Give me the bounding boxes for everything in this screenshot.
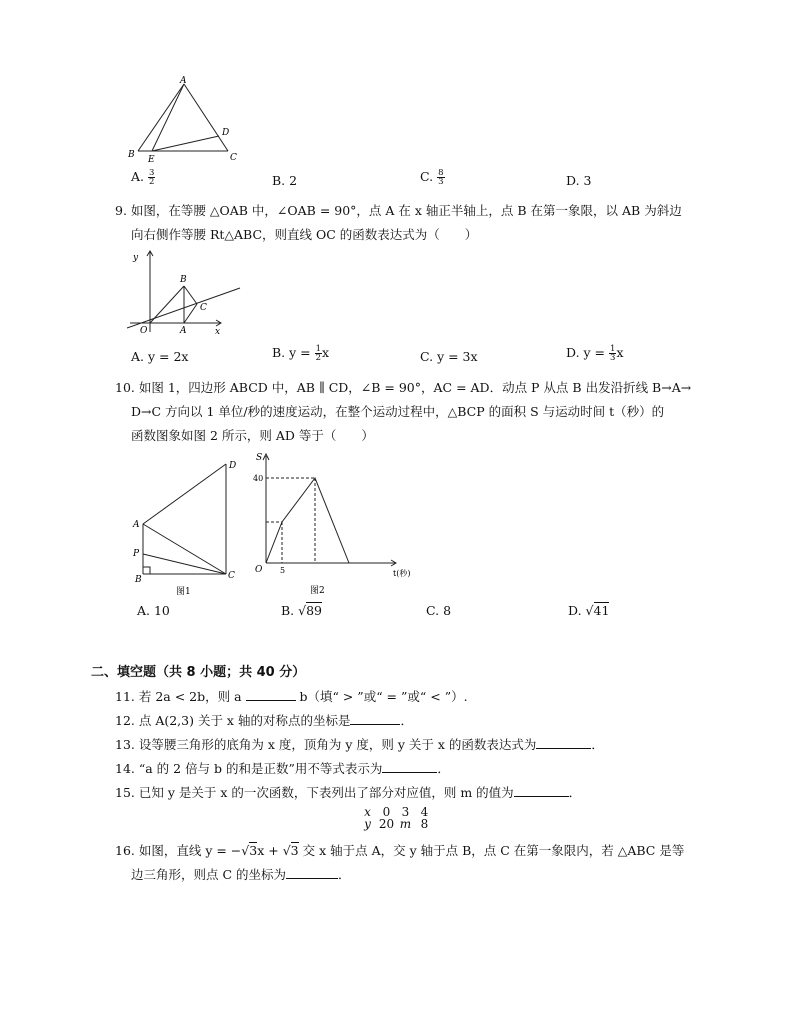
q12-answer-blank[interactable] xyxy=(350,712,400,725)
q10-fig1-label-d: D xyxy=(229,461,237,471)
q10-fig2-label-s: S xyxy=(256,453,263,463)
q10-fig2-label-o: O xyxy=(255,565,263,575)
q16-text-post: 交 x 轴于点 A，交 y 轴于点 B，点 C 在第一象限内，若 △ABC 是等 xyxy=(298,843,685,858)
q14-text-pre: 14. “a 的 2 倍与 b 的和是正数”用不等式表示为 xyxy=(115,761,383,776)
table-cell: 4 xyxy=(420,805,429,819)
q9-label-o: O xyxy=(140,326,148,336)
q16-line2 xyxy=(131,866,351,884)
table-cell: x xyxy=(364,805,371,819)
section-2-heading: 二、填空题（共 8 小题；共 40 分） xyxy=(91,665,306,680)
frac-den: 2 xyxy=(315,353,322,363)
table-cell: 3 xyxy=(401,805,410,819)
q8-option-d[interactable]: D. 3 xyxy=(566,173,592,188)
q8-label-d: D xyxy=(222,128,230,138)
q10-text-line2: D→C 方向以 1 单位/秒的速度运动，在整个运动过程中，△BCP 的面积 S 与运动时间 t（秒）的 xyxy=(131,404,665,419)
q10-fig1-label-a: A xyxy=(133,520,140,530)
q8-option-b[interactable]: B. 2 xyxy=(272,173,298,188)
q8-label-e: E xyxy=(148,155,155,165)
q15-text-pre: 15. 已知 y 是关于 x 的一次函数，下表列出了部分对应值，则 m 的值为 xyxy=(115,785,514,800)
q12-text-post: ． xyxy=(400,713,413,728)
frac-num: 8 xyxy=(438,168,444,178)
q8-figure xyxy=(120,74,250,166)
sqrt-icon: √ xyxy=(241,843,250,858)
q9-option-b-prefix: B. y = xyxy=(272,345,315,360)
q15-text-post: ． xyxy=(568,785,582,800)
q16-text-mid: x + xyxy=(257,843,283,858)
q16-text-pre: 16. 如图，直线 y = − xyxy=(115,843,242,858)
q10-text-line1: 10. 如图 1，四边形 ABCD 中，AB ∥ CD，∠B = 90°，AC = AD．动点 P 从点 B 出发沿折线 B→A→ xyxy=(115,380,692,395)
table-cell: 20 xyxy=(378,817,395,831)
q11-text-post: b（填“ > ”或“ = ”或“ < ”）. xyxy=(295,689,468,704)
frac-num: 1 xyxy=(315,344,322,354)
q13-answer-blank[interactable] xyxy=(536,736,591,749)
q10-fig2-caption: 图2 xyxy=(310,586,325,596)
q10-fig2-xtick: 5 xyxy=(280,566,286,575)
table-cell: 8 xyxy=(420,817,429,831)
q8-option-a[interactable] xyxy=(131,169,155,186)
q8-option-a-prefix: A. xyxy=(131,169,148,184)
q8-option-c[interactable] xyxy=(420,169,445,186)
q10-fig2-ytick: 40 xyxy=(253,474,264,483)
q13 xyxy=(115,736,604,754)
frac-den: 3 xyxy=(610,353,616,363)
q9-option-a[interactable]: A. y = 2x xyxy=(131,349,189,364)
q11-answer-blank[interactable] xyxy=(246,688,296,701)
q10-option-b[interactable] xyxy=(281,603,322,618)
q9-label-c: C xyxy=(200,303,207,313)
fraction xyxy=(437,169,444,186)
frac-num: 1 xyxy=(610,344,616,354)
sqrt-icon: √ xyxy=(585,603,594,618)
table-cell: 0 xyxy=(382,805,391,819)
table-cell: m xyxy=(399,817,412,831)
q10-option-d[interactable] xyxy=(568,603,609,618)
q11 xyxy=(115,688,468,706)
q11-text-pre: 11. 若 2a < 2b，则 a xyxy=(115,689,246,704)
q9-label-a: A xyxy=(180,326,187,336)
q9-option-d-suffix: x xyxy=(616,345,624,360)
sqrt-icon: √ xyxy=(282,843,291,858)
q9-option-d[interactable] xyxy=(566,345,624,362)
q9-label-y: y xyxy=(133,253,139,263)
q15-value-table xyxy=(358,806,434,830)
q14-text-post: ． xyxy=(437,761,450,776)
q13-text-post: ． xyxy=(591,737,604,752)
q12-text-pre: 12. 点 A(2,3) 关于 x 轴的对称点的坐标是 xyxy=(115,713,351,728)
q14 xyxy=(115,760,450,778)
q10-fig1-label-p: P xyxy=(133,549,140,559)
q8-label-b: B xyxy=(128,150,135,160)
q9-label-x: x xyxy=(215,327,221,337)
frac-den: 2 xyxy=(148,177,155,187)
q10-option-a[interactable]: A. 10 xyxy=(137,603,170,618)
sqrt-icon: √ xyxy=(298,603,307,618)
fraction xyxy=(148,169,155,186)
q10-option-c[interactable]: C. 8 xyxy=(426,603,452,618)
q10-fig1-label-b: B xyxy=(135,575,142,585)
q10-option-d-prefix: D. xyxy=(568,603,586,618)
q14-answer-blank[interactable] xyxy=(382,760,437,773)
q13-text-pre: 13. 设等腰三角形的底角为 x 度，顶角为 y 度，则 y 关于 x 的函数表达式为 xyxy=(115,737,537,752)
q8-label-c: C xyxy=(230,153,237,163)
q15 xyxy=(115,784,581,802)
frac-den: 3 xyxy=(438,177,444,187)
radicand: 3 xyxy=(290,843,299,858)
table-cell: y xyxy=(364,817,371,831)
radicand: 3 xyxy=(249,843,258,858)
q9-option-b-suffix: x xyxy=(322,345,330,360)
q8-label-a: A xyxy=(180,76,187,86)
q15-answer-blank[interactable] xyxy=(514,784,569,797)
q10-figure-2 xyxy=(250,448,425,603)
q12 xyxy=(115,712,413,730)
q16-text-post2: ． xyxy=(338,867,351,882)
q10-fig1-label-c: C xyxy=(228,571,235,581)
q10-fig1-caption: 图1 xyxy=(176,587,191,597)
fraction xyxy=(315,345,322,362)
q9-figure xyxy=(122,246,247,338)
q9-label-b: B xyxy=(180,275,187,285)
frac-num: 3 xyxy=(148,168,155,178)
q10-figure-1 xyxy=(128,454,248,602)
q9-text-line1: 9. 如图，在等腰 △OAB 中，∠OAB = 90°，点 A 在 x 轴正半轴上，点 B 在第一象限，以 AB 为斜边 xyxy=(115,203,682,218)
q9-text-line2: 向右侧作等腰 Rt△ABC，则直线 OC 的函数表达式为（ ） xyxy=(131,227,478,242)
q9-option-d-prefix: D. y = xyxy=(566,345,610,360)
radicand: 89 xyxy=(306,603,323,618)
q10-text-line3: 函数图象如图 2 所示，则 AD 等于（ ） xyxy=(131,428,374,443)
q16-text-pre2: 边三角形，则点 C 的坐标为 xyxy=(131,867,287,882)
q9-option-b[interactable] xyxy=(272,345,329,362)
q15-table-y-row xyxy=(358,818,434,830)
q9-option-c[interactable]: C. y = 3x xyxy=(420,349,478,364)
radicand: 41 xyxy=(593,603,610,618)
q8-option-c-prefix: C. xyxy=(420,169,438,184)
q16-line1 xyxy=(115,842,684,860)
q10-option-b-prefix: B. xyxy=(281,603,299,618)
q10-fig2-t-label: t(秒) xyxy=(393,569,411,578)
q16-answer-blank[interactable] xyxy=(286,866,338,879)
